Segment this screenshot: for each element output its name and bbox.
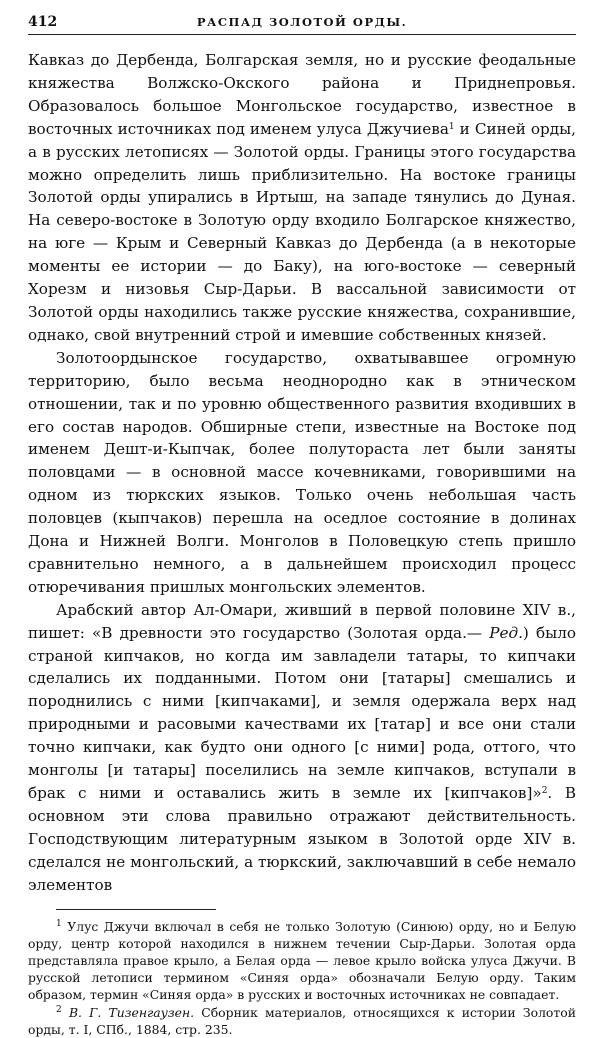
- footnotes: [28, 918, 576, 1038]
- paragraph-3: [28, 599, 576, 897]
- main-text: [28, 49, 576, 897]
- paragraph-1: [28, 49, 576, 347]
- page-header: [28, 14, 576, 35]
- paragraph-1-part-b: и Синей орды, а в русских летописях — Золотой орды. Границы этого государства можно определить лишь приблизительно. На востоке границы Золотой орды упирались в Иртыш, на западе тянулись до Дуная. На северо-востоке в Золотую орду входило Болгарское княжество, на юге — Крым и Северный Кавказ до Дербенда (а в некоторые моменты ее истории — до Баку), на юго-востоке — северный Хорезм и низовья Сыр-Дарьи. В вассальной зависимости от Золотой орды находились также русские княжества, сохранившие, однако, свой внутренний строй и имевшие собственных князей.: [28, 119, 576, 344]
- footnote-2-author: В. Г. Тизенгаузен.: [68, 1004, 195, 1020]
- running-head: РАСПАД ЗОЛОТОЙ ОРДЫ.: [196, 15, 408, 29]
- page-number: 412: [28, 14, 58, 30]
- paragraph-2: Золотоордынское государство, охватывавшее огромную территорию, было весьма неоднородно как в этническом отношении, так и по уровню общественного развития входивших в его состав народов. Обширные степи, известные на Востоке под именем Дешт-и-Кыпчак, более полутораста лет были заняты половцами — в основной массе кочевниками, говорившими на одном из тюркских языков. Только очень небольшая часть половцев (кыпчаков) перешла на оседлое состояние в долинах Дона и Нижней Волги. Монголов в Половецкую степь пришло сравнительно немного, а в дальнейшем происходил процесс отюречивания пришлых монгольских элементов.: [28, 348, 576, 596]
- footnote-ref-1: 1: [448, 121, 455, 132]
- footnote-2-number: 2: [56, 1004, 62, 1015]
- footnote-1-number: 1: [56, 918, 62, 929]
- editor-note: Ред.: [489, 623, 523, 642]
- footnote-ref-2: 2: [541, 786, 548, 796]
- paragraph-3-part-c: . В основном эти слова правильно отражают действительность. Господствующим литературным языком в Золотой орде XIV в. сделался не монгольский, а тюркский, заключавший в себе немало элементов: [28, 784, 577, 894]
- footnote-1: [28, 918, 576, 1004]
- paragraph-1-part-a: Кавказ до Дербенда, Болгарская земля, но и русские феодальные княжества Волжско-Окского района и Приднепровья. Образовалось большое Монгольское государство, известное в восточных источниках под именем улуса Джучиева: [28, 51, 576, 138]
- paragraph-3-part-b: ) было страной кипчаков, но когда им завладели татары, то кипчаки сделались их подданными. Потом они [татары] смешались и породнились с ними [кипчаками], и земля одержала верх над природными и расовыми качествами их [татар] и все они стали точно кипчаки, как будто они одного [с ними] рода, оттого, что монголы [и татары] поселились на земле кипчаков, вступали в брак с ними и оставались жить в земле их [кипчаков]»: [28, 623, 577, 802]
- footnote-1-text: Улус Джучи включал в себя не только Золотую (Синюю) орду, но и Белую орду, центр которой находился в нижнем течении Сыр-Дарьи. Золотая орда представляла правое крыло, а Белая орда — левое крыло войска улуса Джучи. В русской летописи термином «Синяя орда» обозначали Белую орду. Таким образом, термин «Синяя орда» в русских и восточных источниках не совпадает.: [28, 918, 576, 1003]
- footnote-2-text: Сборник материалов, относящихся к истории Золотой орды, т. I, СПб., 1884, стр. 235.: [28, 1004, 576, 1037]
- paragraph-3-part-a: Арабский автор Ал-Омари, живший в первой половине XIV в., пишет: «В древности это государство (Золотая орда.—: [28, 600, 576, 642]
- footnote-2: [28, 1004, 576, 1038]
- footnote-divider: [56, 909, 216, 910]
